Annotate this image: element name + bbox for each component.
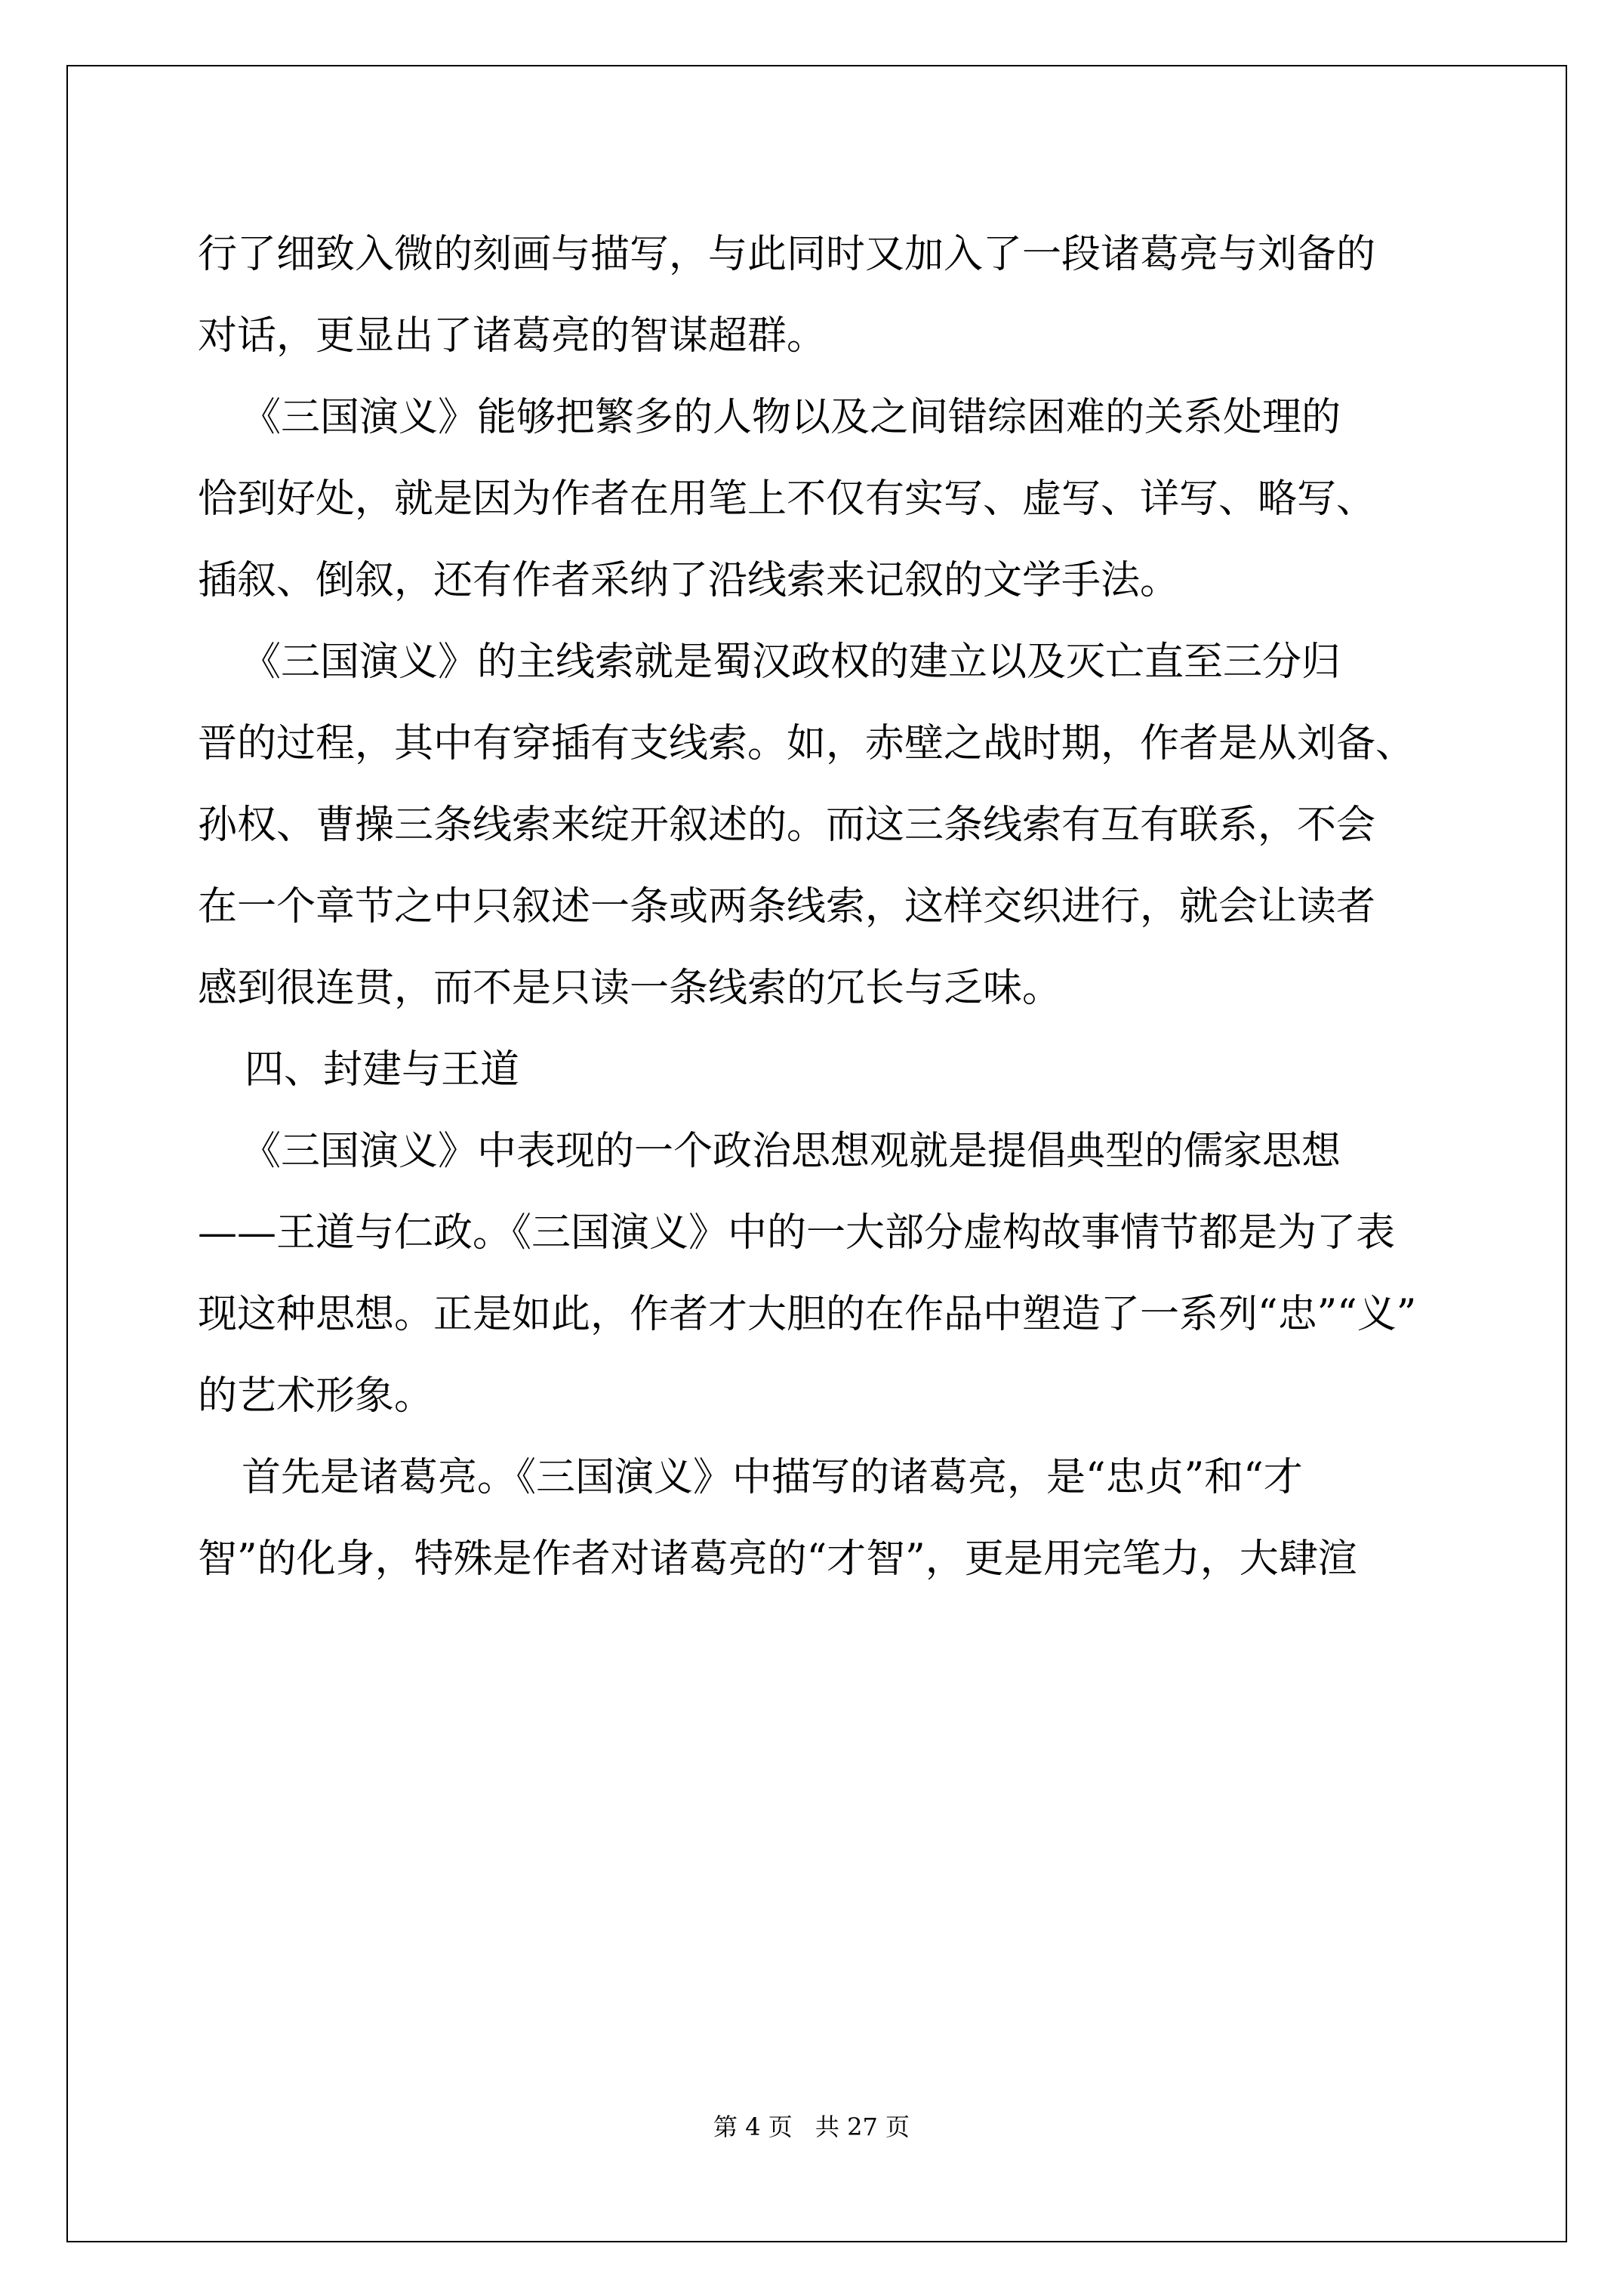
- text-line: 在一个章节之中只叙述一条或两条线索，这样交织进行，就会让读者: [198, 884, 1376, 929]
- text-line: 《三国演义》能够把繁多的人物以及之间错综困难的关系处理的: [242, 395, 1341, 440]
- text-line: 感到很连贯，而不是只读一条线索的冗长与乏味。: [198, 966, 1062, 1011]
- text-line: 首先是诸葛亮。《三国演义》中描写的诸葛亮，是“忠贞”和“才: [242, 1455, 1303, 1500]
- text-line: 孙权、曹操三条线索来绽开叙述的。而这三条线索有互有联系，不会: [198, 803, 1376, 848]
- text-line: 《三国演义》中表现的一个政治思想观就是提倡典型的儒家思想: [242, 1129, 1341, 1174]
- page-total: 共 27 页: [815, 2113, 910, 2141]
- text-line: 的艺术形象。: [198, 1373, 434, 1419]
- text-line: 插叙、倒叙，还有作者采纳了沿线索来记叙的文学手法。: [198, 558, 1180, 603]
- text-line: ——王道与仁政。《三国演义》中的一大部分虚构故事情节都是为了表: [198, 1210, 1396, 1256]
- text-line: 恰到好处，就是因为作者在用笔上不仅有实写、虚写、详写、略写、: [198, 476, 1376, 522]
- text-line: 《三国演义》的主线索就是蜀汉政权的建立以及灭亡直至三分归: [242, 639, 1341, 685]
- text-line: 行了细致入微的刻画与描写，与此同时又加入了一段诸葛亮与刘备的: [198, 232, 1376, 277]
- text-line: 智”的化身，特殊是作者对诸葛亮的“才智”，更是用完笔力，大肆渲: [198, 1536, 1357, 1582]
- page-footer: [0, 2108, 1623, 2143]
- text-line: 对话，更显出了诸葛亮的智谋超群。: [198, 313, 827, 359]
- page-number: 第 4 页: [713, 2113, 793, 2141]
- text-line: 现这种思想。正是如此，作者才大胆的在作品中塑造了一系列“忠”“义”: [198, 1292, 1417, 1337]
- text-line: 晋的过程，其中有穿插有支线索。如，赤壁之战时期，作者是从刘备、: [198, 721, 1415, 766]
- section-heading: 四、封建与王道: [245, 1047, 520, 1093]
- document-body: [198, 214, 1436, 1600]
